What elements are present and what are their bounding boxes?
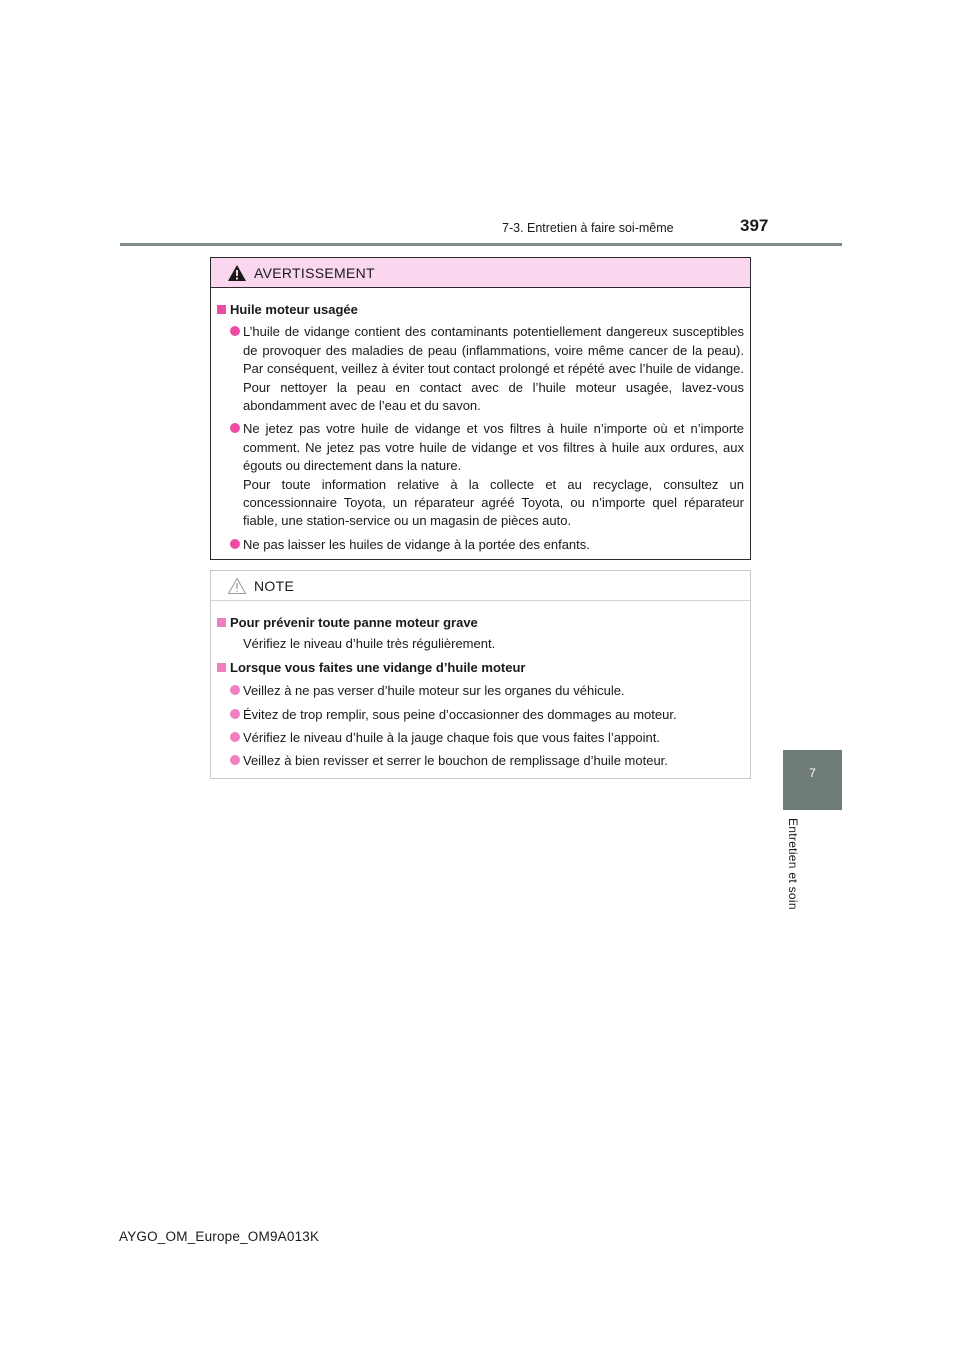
chapter-tab	[783, 750, 842, 810]
square-bullet-icon	[217, 305, 226, 314]
warning-bullet-text: Ne jetez pas votre huile de vidange et vos filtres à huile n’importe où et n’importe comment. Ne jetez pas votre huile de vidange et vos filtres à huile aux ordures, aux égouts ou directement dans la nature.	[243, 421, 744, 474]
note-bullet	[215, 682, 744, 700]
circle-bullet-icon	[230, 755, 240, 765]
note-text: Vérifiez le niveau d’huile très régulièrement.	[243, 636, 496, 652]
note-heading-text: Lorsque vous faites une vidange d’huile moteur	[230, 659, 526, 675]
note-header	[211, 571, 750, 601]
note-bullet	[215, 706, 744, 724]
note-content	[211, 614, 750, 771]
warning-bullet-text: Ne pas laisser les huiles de vidange à la portée des enfants.	[243, 536, 590, 552]
footer-doc-id: AYGO_OM_Europe_OM9A013K	[119, 1229, 320, 1244]
circle-bullet-icon	[230, 539, 240, 549]
warning-bullet-text: L’huile de vidange contient des contaminants potentiellement dangereux susceptibles de provoquer des maladies de peau (inflammations, voire même cancer de la peau). Par conséquent, veillez à éviter tout contact prolongé et répété avec l’huile de vidange. Pour nettoyer la peau en contact avec de l’huile moteur usagée, lavez-vous abondamment avec de l’eau et du savon.	[243, 324, 744, 414]
warning-header	[211, 258, 750, 288]
note-bullet-text: Veillez à ne pas verser d’huile moteur sur les organes du véhicule.	[243, 683, 625, 699]
warning-heading-text: Huile moteur usagée	[230, 302, 358, 317]
circle-bullet-icon	[230, 709, 240, 719]
note-heading	[215, 659, 744, 677]
warning-box	[210, 257, 751, 560]
caution-triangle-icon	[227, 577, 247, 600]
warning-title: AVERTISSEMENT	[254, 265, 375, 281]
page-number: 397	[740, 216, 769, 235]
warning-bullet-extra-text: Pour toute information relative à la collecte et au recyclage, consultez un concessionnaire Toyota, un réparateur agréé Toyota, ou n’importe quel réparateur fiable, une station-service ou un magasin de pièces auto.	[243, 476, 744, 529]
circle-bullet-icon	[230, 326, 240, 336]
chapter-label: Entretien et soin	[786, 818, 800, 910]
warning-bullet	[215, 323, 744, 415]
note-box	[210, 570, 751, 779]
note-title: NOTE	[254, 578, 295, 594]
header-divider	[120, 243, 842, 246]
chapter-number: 7	[809, 766, 816, 780]
note-heading	[215, 614, 744, 632]
square-bullet-icon	[217, 618, 226, 627]
section-title: 7-3. Entretien à faire soi-même	[502, 221, 674, 235]
note-bullet-text: Veillez à bien revisser et serrer le bouchon de remplissage d’huile moteur.	[243, 753, 668, 769]
note-bullet	[215, 752, 744, 770]
warning-bullet	[215, 420, 744, 530]
note-heading-text: Pour prévenir toute panne moteur grave	[230, 615, 478, 630]
warning-content	[211, 301, 750, 554]
note-bullet-text: Évitez de trop remplir, sous peine d’occasionner des dommages au moteur.	[243, 706, 677, 722]
square-bullet-icon	[217, 663, 226, 672]
note-bullet	[215, 729, 744, 747]
note-bullet-text: Vérifiez le niveau d’huile à la jauge chaque fois que vous faites l’appoint.	[243, 730, 660, 746]
circle-bullet-icon	[230, 732, 240, 742]
warning-heading	[215, 301, 744, 319]
circle-bullet-icon	[230, 685, 240, 695]
warning-triangle-icon	[227, 264, 247, 287]
warning-bullet	[215, 536, 744, 554]
circle-bullet-icon	[230, 423, 240, 433]
